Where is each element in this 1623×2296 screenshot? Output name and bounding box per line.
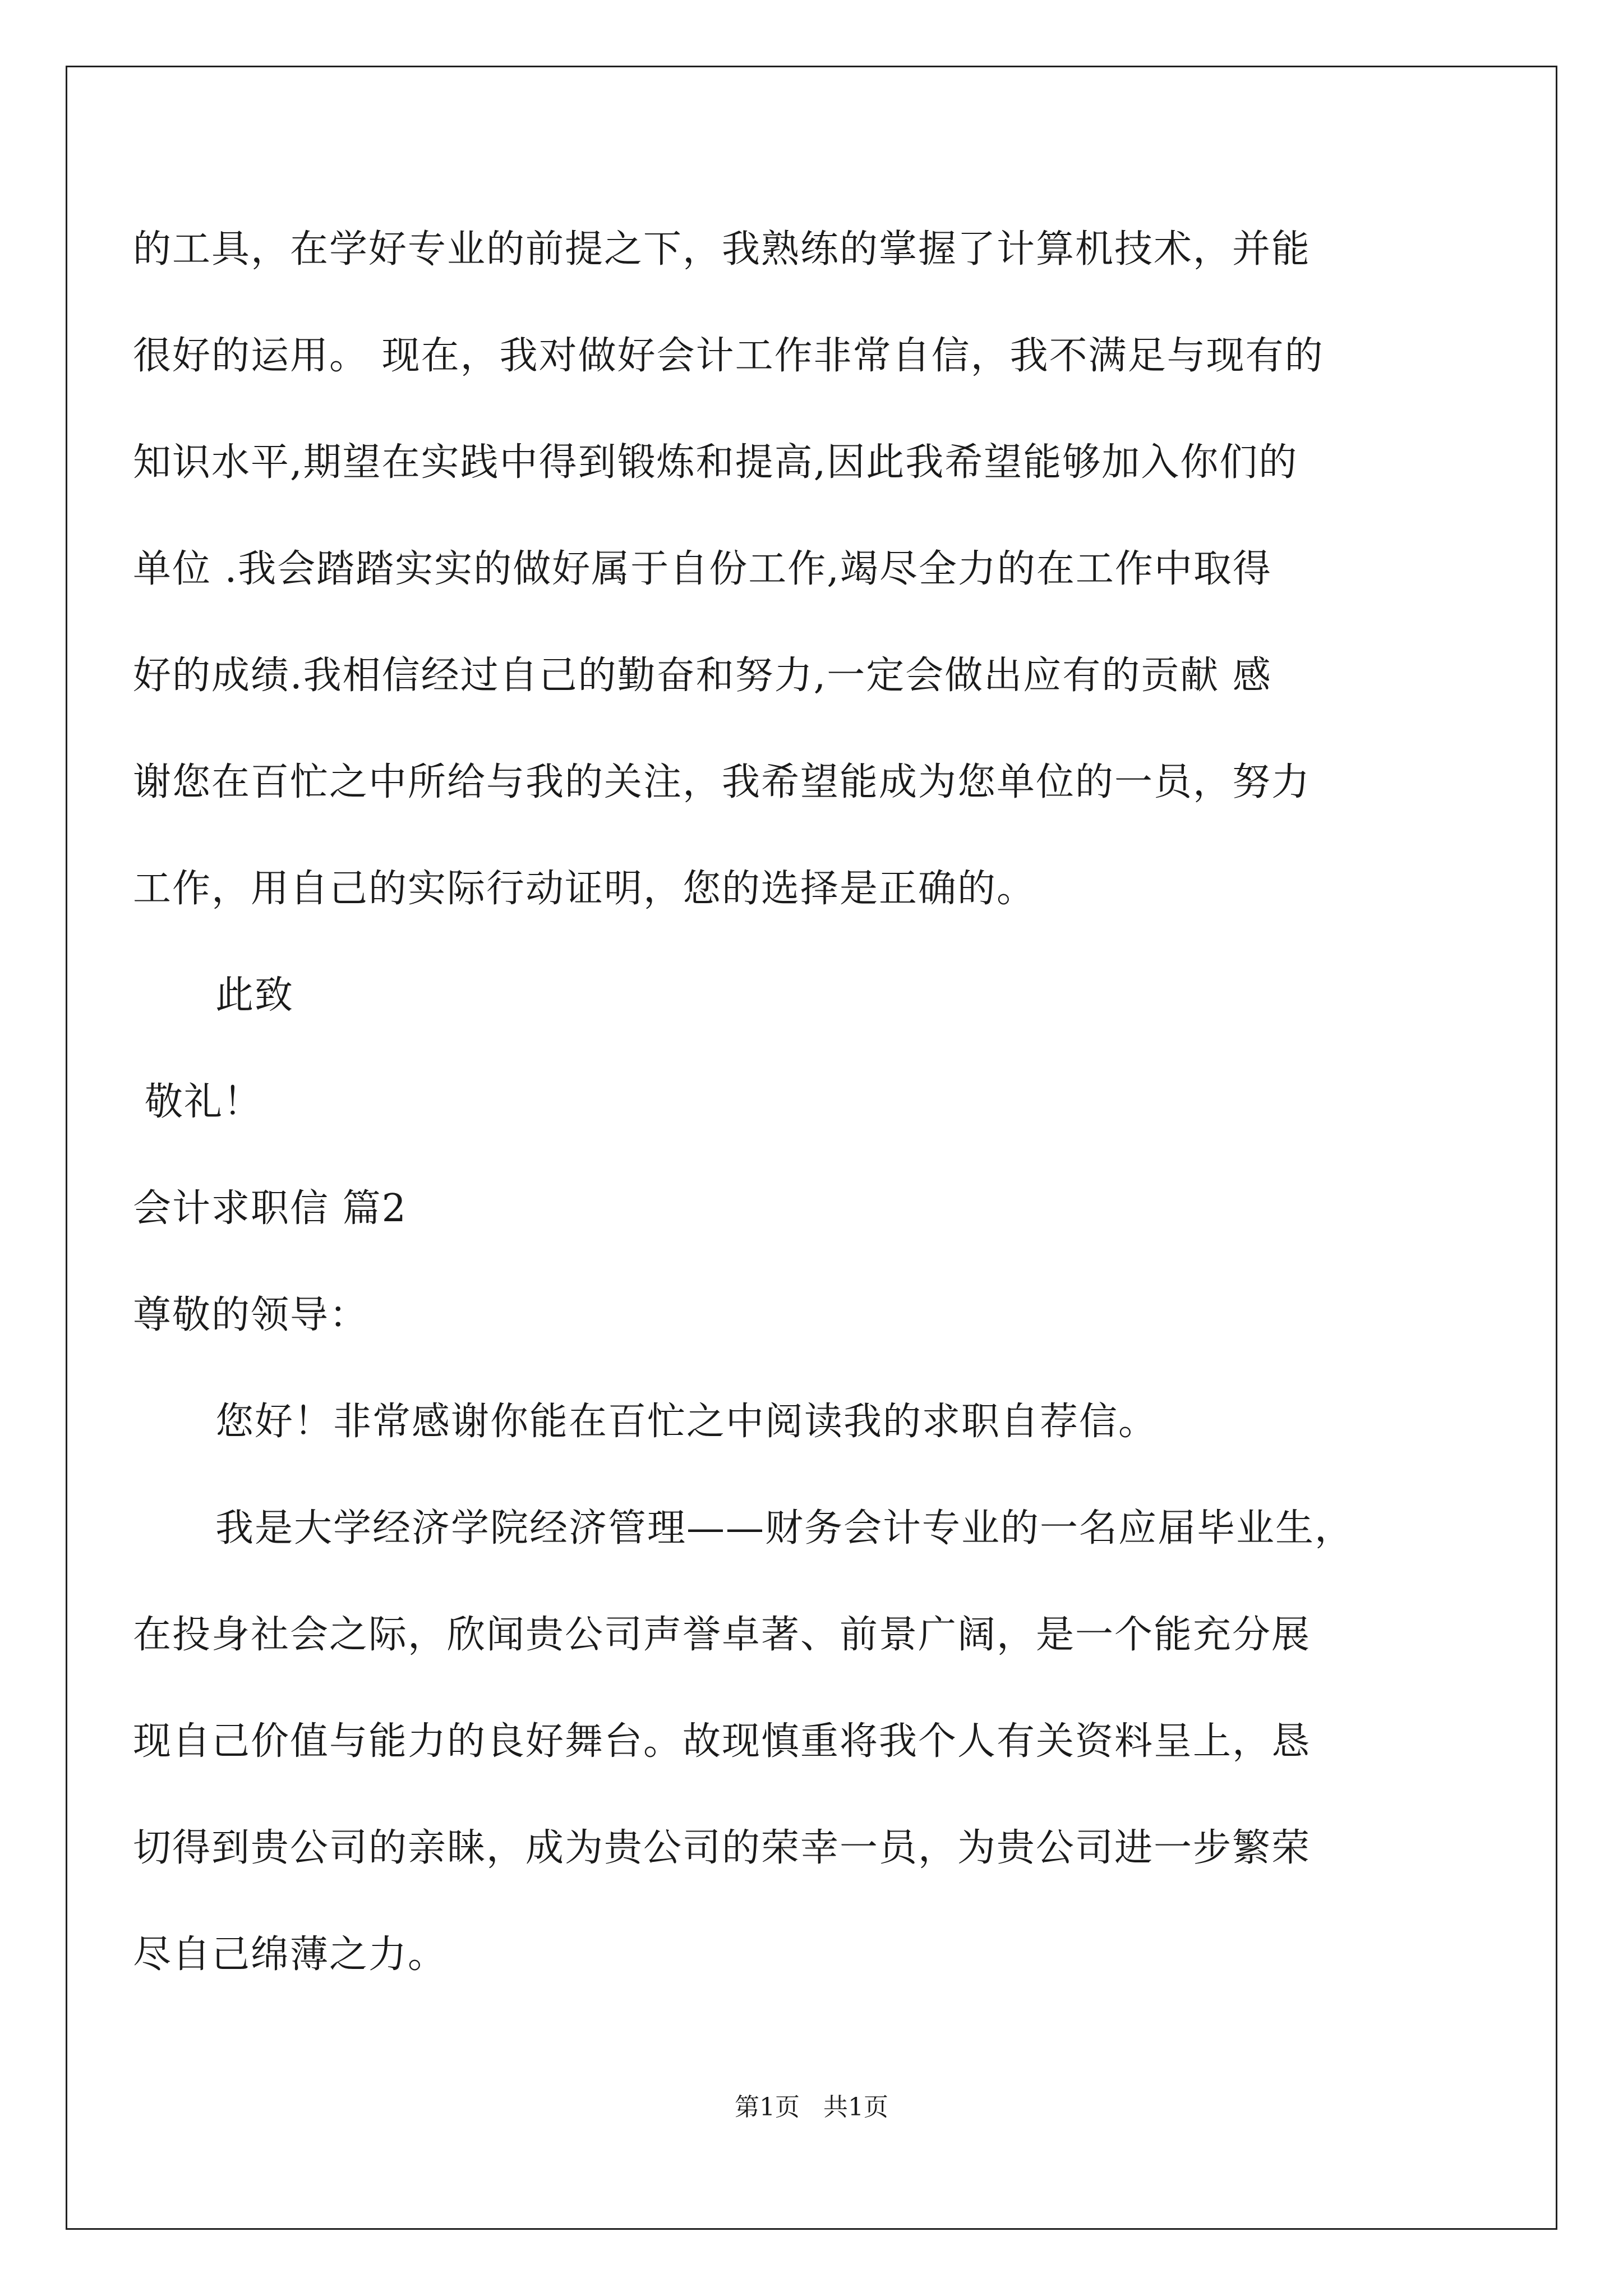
body-line: 谢您在百忙之中所给与我的关注，我希望能成为您单位的一员，努力 [133,760,1311,804]
body-line: 我是大学经济学院经济管理——财务会计专业的一名应届毕业生， [215,1506,1354,1550]
body-line: 现自己价值与能力的良好舞台。故现慎重将我个人有关资料呈上，恳 [133,1719,1311,1764]
body-line: 在投身社会之际，欣闻贵公司声誉卓著、前景广阔，是一个能充分展 [133,1613,1311,1657]
body-line: 好的成绩.我相信经过自己的勤奋和努力,一定会做出应有的贡献 感 [133,654,1272,698]
page-border [66,66,1557,2230]
body-line: 单位 .我会踏踏实实的做好属于自份工作,竭尽全力的在工作中取得 [133,547,1272,591]
body-line: 工作，用自己的实际行动证明，您的选择是正确的。 [133,867,1036,911]
body-line: 尽自己绵薄之力。 [133,1932,448,1977]
section-heading: 会计求职信 篇2 [133,1186,407,1231]
page-footer: 第1页 共1页 [735,2093,888,2122]
body-line: 知识水平,期望在实践中得到锻炼和提高,因此我希望能够加入你们的 [133,440,1298,485]
closing-salutation: 此致 [215,973,294,1018]
body-line: 的工具，在学好专业的前提之下，我熟练的掌握了计算机技术，并能 [133,227,1311,272]
body-line: 切得到贵公司的亲睐，成为贵公司的荣幸一员，为贵公司进一步繁荣 [133,1826,1311,1870]
greeting: 尊敬的领导： [133,1293,369,1337]
body-line: 很好的运用。 现在，我对做好会计工作非常自信，我不满足与现有的 [133,334,1324,378]
body-line: 您好！非常感谢你能在百忙之中阅读我的求职自荐信。 [215,1400,1158,1444]
closing-regards: 敬礼！ [145,1080,263,1124]
